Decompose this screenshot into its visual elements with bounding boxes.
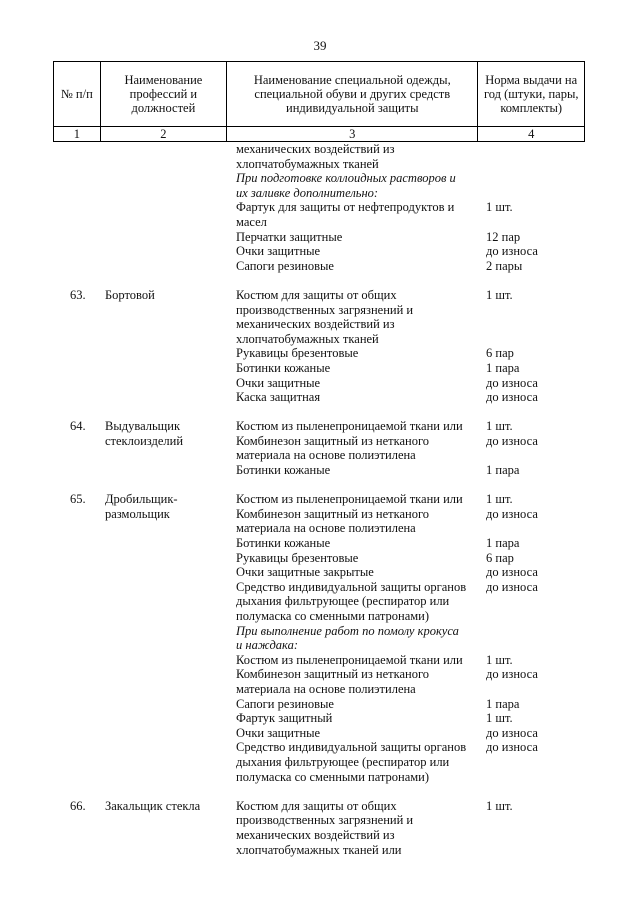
list-item: [0, 186, 640, 201]
continued-entry: [0, 142, 640, 273]
norm-value: 1 шт.: [486, 798, 513, 813]
spacer: [0, 405, 640, 420]
norm-value: 1 пара: [486, 696, 520, 711]
list-item: [0, 551, 640, 566]
equipment-text: масел: [236, 214, 267, 229]
list-item: [0, 200, 640, 215]
norm-value: до износа: [486, 565, 538, 580]
list-item: [0, 157, 640, 172]
header-index-1: 1: [54, 127, 101, 142]
norm-value: 1 шт.: [486, 711, 513, 726]
profession-line: Бортовой: [105, 287, 155, 302]
equipment-text: Каска защитная: [236, 390, 321, 405]
table-row: [0, 492, 640, 784]
list-item: [0, 726, 640, 741]
header-index-4: 4: [478, 127, 585, 142]
equipment-text: Костюм из пыленепроницаемой ткани или: [236, 492, 463, 507]
equipment-text: материала на основе полиэтилена: [236, 521, 416, 536]
equipment-text: При выполнение работ по помолу крокуса: [236, 623, 459, 638]
list-item: [0, 799, 640, 814]
equipment-text: Фартук защитный: [236, 711, 333, 726]
list-item: [0, 828, 640, 843]
list-item: [0, 507, 640, 522]
equipment-text: полумаска со сменными патронами): [236, 769, 430, 784]
equipment-text: материала на основе полиэтилена: [236, 448, 416, 463]
list-item: [0, 609, 640, 624]
equipment-text: Сапоги резиновые: [236, 258, 334, 273]
equipment-text: При подготовке коллоидных растворов и: [236, 171, 456, 186]
norm-value: до износа: [486, 433, 538, 448]
equipment-text: дыхания фильтрующее (респиратор или: [236, 754, 450, 769]
list-item: [0, 244, 640, 259]
list-item: [0, 215, 640, 230]
spacer: [0, 784, 640, 799]
list-item: [0, 332, 640, 347]
equipment-text: Фартук для защиты от нефтепродуктов и: [236, 200, 455, 215]
list-item: [0, 492, 640, 507]
equipment-text: хлопчатобумажных тканей: [236, 156, 379, 171]
norm-value: 1 шт.: [486, 419, 513, 434]
norm-value: 1 пара: [486, 463, 520, 478]
spacer: [0, 273, 640, 288]
table-body: [0, 142, 640, 857]
list-item: [0, 303, 640, 318]
equipment-text: Комбинезон защитный из нетканого: [236, 433, 430, 448]
table-row: [0, 288, 640, 405]
norm-value: 1 шт.: [486, 492, 513, 507]
list-item: [0, 448, 640, 463]
equipment-text: Комбинезон защитный из нетканого: [236, 667, 430, 682]
list-item: [0, 317, 640, 332]
profession-line: Дробильщик-: [105, 492, 178, 507]
equipment-text: механических воздействий из: [236, 317, 395, 332]
table-header: [53, 61, 585, 142]
profession-line: стеклоизделий: [105, 433, 184, 448]
equipment-text: Очки защитные: [236, 244, 321, 259]
equipment-text: механических воздействий из: [236, 827, 395, 842]
equipment-text: Комбинезон защитный из нетканого: [236, 506, 430, 521]
list-item: [0, 142, 640, 157]
equipment-text: Рукавицы брезентовые: [236, 550, 359, 565]
list-item: [0, 361, 640, 376]
equipment-text: Ботинки кожаные: [236, 463, 331, 478]
profession-line: Закальщик стекла: [105, 798, 201, 813]
list-item: [0, 770, 640, 785]
norm-value: 2 пары: [486, 258, 523, 273]
equipment-text: Ботинки кожаные: [236, 360, 331, 375]
norm-value: 1 шт.: [486, 287, 513, 302]
list-item: [0, 594, 640, 609]
list-item: [0, 813, 640, 828]
list-item: [0, 697, 640, 712]
equipment-text: механических воздействий из: [236, 142, 395, 156]
list-item: [0, 580, 640, 595]
profession-line: размольщик: [105, 506, 170, 521]
norm-value: до износа: [486, 740, 538, 755]
header-index-3: 3: [227, 127, 478, 142]
equipment-text: хлопчатобумажных тканей: [236, 331, 379, 346]
list-item: [0, 843, 640, 858]
list-item: [0, 171, 640, 186]
equipment-text: производственных загрязнений и: [236, 302, 414, 317]
equipment-text: Очки защитные закрытые: [236, 565, 374, 580]
norm-value: до износа: [486, 506, 538, 521]
equipment-text: Рукавицы брезентовые: [236, 346, 359, 361]
list-item: [0, 653, 640, 668]
list-item: [0, 682, 640, 697]
norm-value: 6 пар: [486, 550, 514, 565]
header-col-equipment: Наименование специальной одежды, специальной обуви и других средств индивидуальной защиты: [227, 62, 478, 127]
page-number: 39: [313, 38, 327, 53]
norm-value: 6 пар: [486, 346, 514, 361]
equipment-text: Костюм из пыленепроницаемой ткани или: [236, 652, 463, 667]
list-item: [0, 711, 640, 726]
list-item: [0, 755, 640, 770]
list-item: [0, 667, 640, 682]
list-item: [0, 565, 640, 580]
table-row: [0, 419, 640, 477]
list-item: [0, 259, 640, 274]
norm-value: 12 пар: [486, 229, 521, 244]
spacer: [0, 478, 640, 493]
equipment-text: их заливке дополнительно:: [236, 185, 379, 200]
header-col-profession: Наименование профессий и должностей: [100, 62, 227, 127]
list-item: [0, 434, 640, 449]
equipment-text: Костюм для защиты от общих: [236, 798, 397, 813]
norm-value: 1 шт.: [486, 652, 513, 667]
list-item: [0, 463, 640, 478]
norm-value: до износа: [486, 244, 538, 259]
header-index-2: 2: [100, 127, 227, 142]
profession-line: Выдувальщик: [105, 419, 181, 434]
row-number: 64.: [70, 419, 86, 434]
equipment-text: Костюм для защиты от общих: [236, 287, 397, 302]
row-number: 66.: [70, 798, 86, 813]
list-item: [0, 288, 640, 303]
row-number: 63.: [70, 287, 86, 302]
list-item: [0, 536, 640, 551]
list-item: [0, 638, 640, 653]
equipment-text: Перчатки защитные: [236, 229, 343, 244]
norm-value: 1 пара: [486, 536, 520, 551]
equipment-text: Сапоги резиновые: [236, 696, 334, 711]
norm-value: до износа: [486, 375, 538, 390]
equipment-text: производственных загрязнений и: [236, 813, 414, 828]
equipment-text: материала на основе полиэтилена: [236, 681, 416, 696]
equipment-text: хлопчатобумажных тканей или: [236, 842, 402, 857]
equipment-text: Средство индивидуальной защиты органов: [236, 579, 467, 594]
list-item: [0, 346, 640, 361]
equipment-text: и наждака:: [236, 638, 298, 653]
header-col-number: № п/п: [54, 62, 101, 127]
norm-value: 1 шт.: [486, 200, 513, 215]
list-item: [0, 624, 640, 639]
list-item: [0, 390, 640, 405]
norm-value: до износа: [486, 725, 538, 740]
norm-value: до износа: [486, 390, 538, 405]
list-item: [0, 740, 640, 755]
equipment-text: Очки защитные: [236, 375, 321, 390]
list-item: [0, 376, 640, 391]
norm-value: 1 пара: [486, 360, 520, 375]
equipment-text: полумаска со сменными патронами): [236, 609, 430, 623]
equipment-text: Костюм из пыленепроницаемой ткани или: [236, 419, 463, 434]
table-row: [0, 799, 640, 857]
list-item: [0, 419, 640, 434]
list-item: [0, 521, 640, 536]
row-number: 65.: [70, 492, 86, 507]
header-col-norm: Норма выдачи на год (штуки, пары, комплекты): [478, 62, 585, 127]
equipment-text: Очки защитные: [236, 725, 321, 740]
equipment-text: Средство индивидуальной защиты органов: [236, 740, 467, 755]
equipment-text: Ботинки кожаные: [236, 536, 331, 551]
norm-value: до износа: [486, 579, 538, 594]
norm-value: до износа: [486, 667, 538, 682]
equipment-text: дыхания фильтрующее (респиратор или: [236, 594, 450, 609]
list-item: [0, 230, 640, 245]
